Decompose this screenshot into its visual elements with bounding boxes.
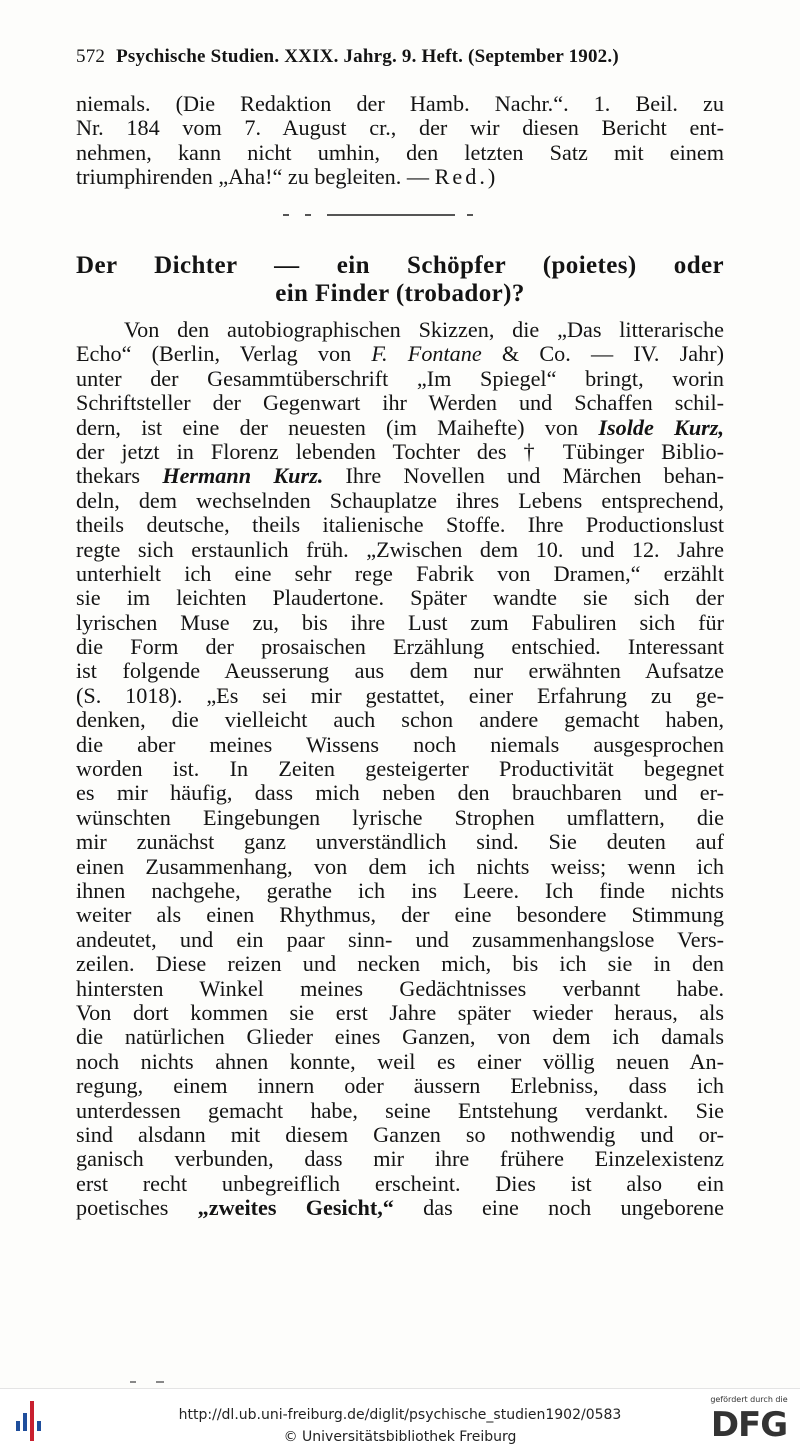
text-line: hintersten Winkel meines Gedächtnisses verbannt habe. (76, 975, 724, 1001)
intro-paragraph (76, 92, 724, 190)
running-head (76, 46, 726, 68)
text-line: die aber meines Wissens noch niemals ausgesprochen (76, 731, 724, 757)
text-line: die natürlichen Glieder eines Ganzen, von dem ich damals (76, 1024, 724, 1050)
text-line: es mir häufig, dass mich neben den brauchbaren und er- (76, 780, 724, 806)
heading-line-2: ein Finder (trobador)? (275, 280, 525, 307)
running-head-title: Psychische Studien. XXIX. Jahrg. 9. Heft. (September 1902.) (116, 46, 619, 67)
text-line: theils deutsche, theils italienische Stoffe. Ihre Productionslust (76, 512, 724, 538)
footnote-dashes (130, 1381, 190, 1383)
text-line: Schriftsteller der Gegenwart ihr Werden und Schaffen schil- (76, 390, 724, 416)
text-line: sie im leichten Plaudertone. Später wandte sie sich der (76, 585, 724, 611)
text-line: nehmen, kann nicht umhin, den letzten Satz mit einem (76, 139, 724, 165)
article-body (76, 318, 724, 1220)
text-line: (S. 1018). „Es sei mir gestattet, einer Erfahrung zu ge- (76, 682, 724, 708)
text-line: denken, die vielleicht auch schon andere gemacht haben, (76, 707, 724, 733)
dfg-funded-label: gefördert durch die (710, 1395, 788, 1404)
text-line: regung, einem innern oder äussern Erlebniss, dass ich (76, 1073, 724, 1099)
text-line: ihnen nachgehe, gerathe ich ins Leere. Ich finde nichts (76, 877, 724, 903)
text-line: zeilen. Diese reizen und necken mich, bis ich sie in den (76, 951, 724, 977)
viewer-footer (0, 1388, 800, 1451)
text-line: Von den autobiographischen Skizzen, die „Das litterarische (124, 317, 724, 342)
name-fontane: F. Fontane (371, 341, 482, 367)
text-line: erst recht unbegreiflich erscheint. Dies ist also ein (76, 1170, 724, 1196)
section-separator (283, 214, 473, 216)
text-line: unterhielt ich eine sehr rege Fabrik von Dramen,“ erzählt (76, 560, 724, 586)
text-line: noch nichts ahnen konnte, weil es einer völlig neuen An- (76, 1048, 724, 1074)
text-line: Von dort kommen sie erst Jahre später wieder heraus, als (76, 999, 724, 1025)
editor-signature: Red.) (434, 164, 499, 190)
text-line: mir zunächst ganz unverständlich sind. Sie deuten auf (76, 829, 724, 855)
text-line: niemals. (Die Redaktion der Hamb. Nachr.“. 1. Beil. zu (76, 91, 724, 116)
text-line: einen Zusammenhang, von dem ich nichts weiss; wenn ich (76, 853, 724, 879)
text-line: triumphirenden „Aha!“ zu begleiten. — Red.) (76, 164, 499, 190)
dfg-logo-text: DFG (710, 1405, 788, 1445)
text-line: weiter als einen Rhythmus, der eine besondere Stimmung (76, 902, 724, 928)
text-line: unterdessen gemacht habe, seine Entstehung verdankt. Sie (76, 1097, 724, 1123)
text-line: wünschten Eingebungen lyrische Strophen umflattern, die (76, 804, 724, 830)
permalink-url[interactable]: http://dl.ub.uni-freiburg.de/diglit/psychische_studien1902/0583 (178, 1407, 622, 1423)
name-hermann-kurz: Hermann Kurz. (162, 463, 324, 489)
text-line: sind alsdann mit diesem Ganzen so nothwendig und or- (76, 1121, 724, 1147)
text-line: dern, ist eine der neuesten (im Maihefte) von Isolde Kurz, (76, 414, 724, 440)
copyright-notice: © Universitätsbibliothek Freiburg (283, 1429, 517, 1445)
text-line: der jetzt in Florenz lebenden Tochter des † Tübinger Biblio- (76, 438, 724, 464)
text-line: thekars Hermann Kurz. Ihre Novellen und Märchen behan- (76, 463, 724, 489)
text-line: poetisches „zweites Gesicht,“ das eine noch ungeborene (76, 1195, 724, 1221)
text-line: worden ist. In Zeiten gesteigerter Productivität begegnet (76, 756, 724, 782)
text-line: regte sich erstaunlich früh. „Zwischen dem 10. und 12. Jahre (76, 536, 724, 562)
text-line: lyrischen Muse zu, bis ihre Lust zum Fabuliren sich für (76, 609, 724, 635)
article-heading (76, 252, 724, 308)
heading-line-1: Der Dichter — ein Schöpfer (poietes) oder (76, 252, 724, 279)
text-line: deln, dem wechselnden Schauplatze ihres Lebens entsprechend, (76, 487, 724, 513)
text-line: Echo“ (Berlin, Verlag von F. Fontane & Co. — IV. Jahr) (76, 341, 724, 367)
dfg-logo (704, 1393, 794, 1449)
page-number: 572 (76, 46, 106, 67)
text-line: die Form der prosaischen Erzählung entschied. Interessant (76, 634, 724, 660)
emphasis-zweites-gesicht: „zweites Gesicht,“ (197, 1195, 394, 1221)
text-line: ist folgende Aeusserung aus dem nur erwähnten Aufsatze (76, 658, 724, 684)
text-line: Nr. 184 vom 7. August cr., der wir diesen Bericht ent- (76, 115, 724, 141)
name-isolde-kurz: Isolde Kurz, (598, 414, 724, 440)
text-line: andeutet, und ein paar sinn- und zusammenhangslose Vers- (76, 926, 724, 952)
text-line: ganisch verbunden, dass mir ihre frühere Einzelexistenz (76, 1146, 724, 1172)
text-line: unter der Gesammtüberschrift „Im Spiegel“ bringt, worin (76, 365, 724, 391)
